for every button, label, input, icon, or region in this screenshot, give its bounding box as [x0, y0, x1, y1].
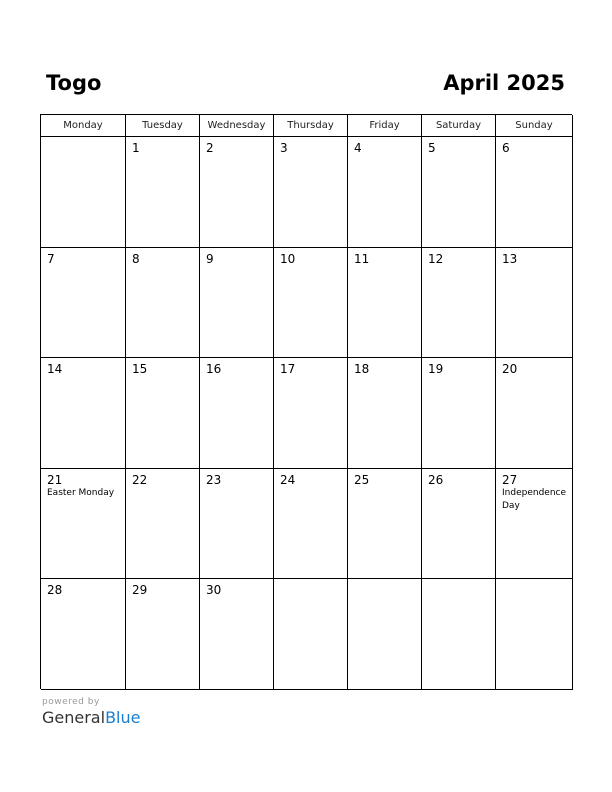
day-number: 7 — [47, 251, 55, 266]
day-cell — [41, 579, 126, 690]
day-number: 23 — [206, 472, 222, 487]
day-number: 6 — [502, 141, 510, 155]
day-cell — [200, 137, 274, 248]
calendar-grid — [40, 114, 572, 689]
holiday-label: Easter Monday — [47, 487, 115, 498]
day-number: 30 — [206, 583, 222, 597]
weekday-saturday: Saturday — [422, 115, 496, 137]
day-number: 27 — [502, 472, 518, 487]
day-cell — [200, 248, 274, 359]
day-number: 19 — [428, 362, 444, 376]
day-cell — [496, 469, 573, 580]
weekday-friday: Friday — [348, 115, 422, 137]
day-cell — [274, 358, 348, 469]
day-number: 4 — [354, 141, 362, 155]
week-row — [41, 248, 572, 359]
day-number: 2 — [206, 141, 214, 155]
day-number: 17 — [280, 362, 296, 376]
day-cell — [496, 579, 573, 690]
footer-branding — [42, 697, 140, 727]
weekday-monday: Monday — [41, 115, 126, 137]
day-cell — [200, 469, 274, 580]
brand-general: General — [42, 708, 106, 727]
country-title: Togo — [46, 71, 102, 95]
day-number: 25 — [354, 472, 370, 487]
day-cell — [422, 248, 496, 359]
day-number: 3 — [280, 141, 288, 155]
brand-logo — [42, 708, 140, 727]
day-cell — [348, 137, 422, 248]
day-number: 8 — [132, 251, 140, 266]
day-cell — [41, 137, 126, 248]
day-cell — [496, 248, 573, 359]
day-number: 24 — [280, 472, 296, 487]
day-cell — [126, 137, 200, 248]
day-number: 12 — [428, 251, 444, 266]
brand-blue: Blue — [105, 708, 141, 727]
day-cell — [274, 469, 348, 580]
day-cell — [200, 358, 274, 469]
day-cell — [126, 579, 200, 690]
day-cell — [41, 469, 126, 580]
day-number: 9 — [206, 251, 214, 266]
weekday-header-row — [41, 115, 572, 137]
day-number: 29 — [132, 583, 148, 597]
week-row — [41, 469, 572, 580]
day-cell — [126, 469, 200, 580]
week-row — [41, 137, 572, 248]
day-number: 5 — [428, 141, 436, 155]
day-number: 10 — [280, 251, 296, 266]
week-row — [41, 358, 572, 469]
day-cell — [496, 137, 573, 248]
holiday-label: Independence Day — [502, 487, 567, 511]
day-cell — [422, 469, 496, 580]
day-cell — [422, 137, 496, 248]
weekday-thursday: Thursday — [274, 115, 348, 137]
weekday-wednesday: Wednesday — [200, 115, 274, 137]
powered-by-text: powered by — [42, 697, 100, 707]
day-cell — [422, 579, 496, 690]
day-number: 21 — [47, 472, 63, 487]
day-number: 20 — [502, 362, 518, 376]
week-row — [41, 579, 572, 690]
day-cell — [422, 358, 496, 469]
day-number: 26 — [428, 472, 444, 487]
day-cell — [274, 137, 348, 248]
day-number: 13 — [502, 251, 518, 266]
weekday-sunday: Sunday — [496, 115, 573, 137]
day-cell — [126, 358, 200, 469]
day-number: 18 — [354, 362, 370, 376]
weekday-tuesday: Tuesday — [126, 115, 200, 137]
day-cell — [348, 469, 422, 580]
day-number: 14 — [47, 362, 63, 376]
month-year-title: April 2025 — [443, 71, 565, 95]
day-cell — [348, 579, 422, 690]
day-cell — [496, 358, 573, 469]
day-cell — [126, 248, 200, 359]
day-number: 28 — [47, 583, 63, 597]
weeks-container — [41, 137, 572, 690]
day-number: 16 — [206, 362, 222, 376]
day-number: 15 — [132, 362, 148, 376]
day-cell — [41, 248, 126, 359]
day-cell — [274, 579, 348, 690]
day-number: 11 — [354, 251, 370, 266]
day-cell — [348, 358, 422, 469]
day-cell — [274, 248, 348, 359]
day-cell — [41, 358, 126, 469]
day-number: 1 — [132, 141, 140, 155]
day-number: 22 — [132, 472, 148, 487]
day-cell — [200, 579, 274, 690]
day-cell — [348, 248, 422, 359]
